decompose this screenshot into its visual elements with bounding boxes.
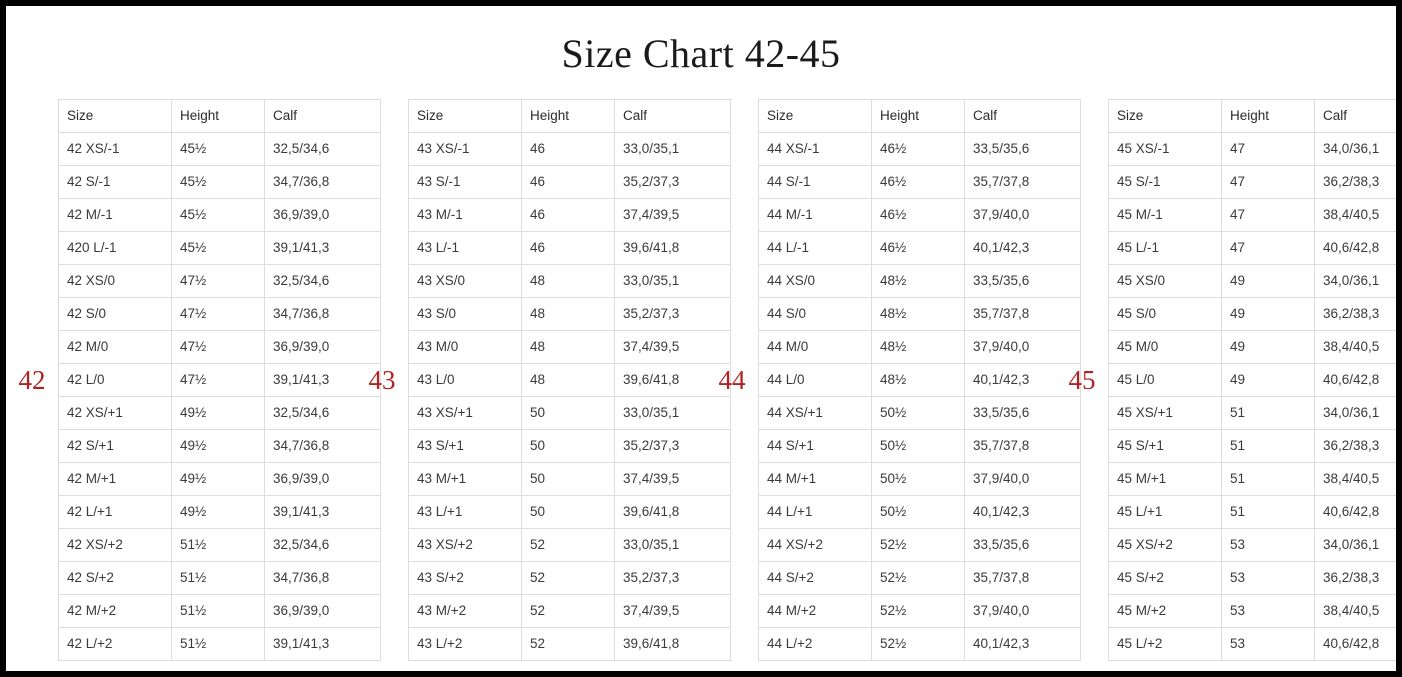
cell-height: 51½: [172, 628, 265, 661]
cell-size: 43 S/-1: [409, 166, 522, 199]
cell-size: 43 XS/-1: [409, 133, 522, 166]
size-group-marker: 43: [368, 364, 396, 395]
table-row: [59, 166, 381, 199]
cell-size: 44 XS/0: [759, 265, 872, 298]
cell-calf: 35,2/37,3: [615, 562, 731, 595]
cell-calf: 34,0/36,1: [1315, 397, 1402, 430]
cell-calf: 34,7/36,8: [265, 562, 381, 595]
cell-calf: 34,0/36,1: [1315, 133, 1402, 166]
cell-calf: 36,2/38,3: [1315, 298, 1402, 331]
cell-size: 44 XS/-1: [759, 133, 872, 166]
cell-size: 43 S/0: [409, 298, 522, 331]
table-row: [759, 331, 1081, 364]
cell-size: 43 XS/+2: [409, 529, 522, 562]
cell-height: 49: [1222, 331, 1315, 364]
cell-calf: 35,7/37,8: [965, 430, 1081, 463]
cell-height: 47½: [172, 331, 265, 364]
cell-height: 46: [522, 232, 615, 265]
cell-size: 42 L/0: [59, 364, 172, 397]
cell-height: 47: [1222, 166, 1315, 199]
cell-size: 44 S/+2: [759, 562, 872, 595]
table-row: [59, 496, 381, 529]
cell-calf: 34,7/36,8: [265, 166, 381, 199]
table-row: [409, 364, 731, 397]
cell-height: 46½: [872, 232, 965, 265]
table-row: [409, 595, 731, 628]
table-row: [759, 166, 1081, 199]
table-row: [59, 331, 381, 364]
table-row: [1109, 595, 1402, 628]
cell-size: 43 XS/+1: [409, 397, 522, 430]
table-row: [759, 232, 1081, 265]
cell-height: 50: [522, 397, 615, 430]
cell-height: 46½: [872, 133, 965, 166]
cell-calf: 35,7/37,8: [965, 166, 1081, 199]
cell-calf: 37,4/39,5: [615, 199, 731, 232]
table-row: [759, 133, 1081, 166]
table-row: [759, 265, 1081, 298]
cell-calf: 34,0/36,1: [1315, 265, 1402, 298]
cell-size: 45 XS/+2: [1109, 529, 1222, 562]
cell-height: 46: [522, 199, 615, 232]
cell-height: 47: [1222, 199, 1315, 232]
cell-height: 50: [522, 430, 615, 463]
cell-size: 45 XS/+1: [1109, 397, 1222, 430]
cell-calf: 35,7/37,8: [965, 298, 1081, 331]
table-row: [59, 628, 381, 661]
table-row: [759, 496, 1081, 529]
cell-height: 45½: [172, 232, 265, 265]
cell-size: 45 S/0: [1109, 298, 1222, 331]
cell-size: 42 M/0: [59, 331, 172, 364]
table-row: [409, 133, 731, 166]
table-row: [759, 364, 1081, 397]
cell-height: 53: [1222, 529, 1315, 562]
cell-size: 43 L/-1: [409, 232, 522, 265]
cell-calf: 36,9/39,0: [265, 331, 381, 364]
cell-size: 45 S/-1: [1109, 166, 1222, 199]
cell-size: 44 L/+2: [759, 628, 872, 661]
column-header-calf: Calf: [1315, 100, 1402, 133]
cell-height: 48½: [872, 364, 965, 397]
cell-size: 45 L/0: [1109, 364, 1222, 397]
size-table: [58, 99, 381, 661]
table-row: [1109, 562, 1402, 595]
table-row: [759, 298, 1081, 331]
cell-calf: 38,4/40,5: [1315, 463, 1402, 496]
cell-size: 42 L/+1: [59, 496, 172, 529]
cell-size: 45 M/+2: [1109, 595, 1222, 628]
column-header-size: Size: [759, 100, 872, 133]
cell-size: 45 L/+1: [1109, 496, 1222, 529]
table-row: [1109, 364, 1402, 397]
cell-size: 43 M/+1: [409, 463, 522, 496]
cell-height: 48: [522, 364, 615, 397]
table-row: [409, 562, 731, 595]
cell-height: 51½: [172, 529, 265, 562]
table-row: [409, 298, 731, 331]
cell-size: 44 M/0: [759, 331, 872, 364]
cell-height: 51: [1222, 496, 1315, 529]
cell-height: 52½: [872, 529, 965, 562]
cell-height: 48½: [872, 265, 965, 298]
size-tables-container: [6, 77, 1396, 661]
size-table: [1108, 99, 1402, 661]
cell-height: 46½: [872, 199, 965, 232]
table-header-row: [409, 100, 731, 133]
cell-calf: 36,9/39,0: [265, 463, 381, 496]
cell-calf: 37,4/39,5: [615, 331, 731, 364]
cell-height: 50½: [872, 430, 965, 463]
cell-size: 44 XS/+2: [759, 529, 872, 562]
cell-size: 45 M/+1: [1109, 463, 1222, 496]
table-row: [759, 397, 1081, 430]
cell-height: 50½: [872, 397, 965, 430]
cell-calf: 33,5/35,6: [965, 529, 1081, 562]
cell-calf: 36,2/38,3: [1315, 430, 1402, 463]
table-row: [1109, 298, 1402, 331]
cell-calf: 38,4/40,5: [1315, 199, 1402, 232]
cell-size: 45 S/+1: [1109, 430, 1222, 463]
cell-calf: 39,1/41,3: [265, 232, 381, 265]
cell-height: 53: [1222, 562, 1315, 595]
table-row: [1109, 529, 1402, 562]
cell-size: 44 S/0: [759, 298, 872, 331]
cell-height: 51½: [172, 595, 265, 628]
table-row: [1109, 232, 1402, 265]
cell-height: 52: [522, 628, 615, 661]
cell-size: 43 M/0: [409, 331, 522, 364]
table-row: [59, 397, 381, 430]
cell-height: 51½: [172, 562, 265, 595]
cell-height: 52½: [872, 562, 965, 595]
cell-size: 42 S/-1: [59, 166, 172, 199]
table-row: [1109, 397, 1402, 430]
cell-calf: 34,7/36,8: [265, 298, 381, 331]
cell-height: 49: [1222, 298, 1315, 331]
cell-size: 45 L/+2: [1109, 628, 1222, 661]
cell-calf: 39,6/41,8: [615, 628, 731, 661]
cell-calf: 34,0/36,1: [1315, 529, 1402, 562]
table-row: [409, 199, 731, 232]
cell-height: 45½: [172, 199, 265, 232]
cell-calf: 32,5/34,6: [265, 529, 381, 562]
cell-height: 50: [522, 463, 615, 496]
table-row: [759, 199, 1081, 232]
column-header-size: Size: [59, 100, 172, 133]
cell-calf: 39,6/41,8: [615, 496, 731, 529]
table-row: [409, 430, 731, 463]
cell-calf: 37,9/40,0: [965, 463, 1081, 496]
table-row: [1109, 166, 1402, 199]
cell-calf: 40,6/42,8: [1315, 496, 1402, 529]
cell-height: 48: [522, 265, 615, 298]
table-row: [759, 595, 1081, 628]
cell-size: 42 M/+2: [59, 595, 172, 628]
cell-size: 45 M/-1: [1109, 199, 1222, 232]
cell-height: 52: [522, 595, 615, 628]
cell-size: 44 M/-1: [759, 199, 872, 232]
cell-calf: 40,6/42,8: [1315, 628, 1402, 661]
table-row: [59, 430, 381, 463]
cell-calf: 36,9/39,0: [265, 595, 381, 628]
cell-height: 46: [522, 133, 615, 166]
cell-height: 47: [1222, 232, 1315, 265]
table-row: [1109, 199, 1402, 232]
cell-size: 44 S/+1: [759, 430, 872, 463]
table-header-row: [759, 100, 1081, 133]
cell-height: 50½: [872, 496, 965, 529]
cell-calf: 33,0/35,1: [615, 397, 731, 430]
table-row: [409, 496, 731, 529]
cell-calf: 32,5/34,6: [265, 397, 381, 430]
cell-height: 52½: [872, 628, 965, 661]
cell-calf: 32,5/34,6: [265, 133, 381, 166]
cell-calf: 39,1/41,3: [265, 364, 381, 397]
cell-calf: 37,4/39,5: [615, 595, 731, 628]
size-table: [758, 99, 1081, 661]
cell-calf: 35,2/37,3: [615, 166, 731, 199]
cell-calf: 35,2/37,3: [615, 430, 731, 463]
cell-height: 46½: [872, 166, 965, 199]
table-row: [59, 562, 381, 595]
cell-size: 43 L/+1: [409, 496, 522, 529]
cell-size: 44 L/0: [759, 364, 872, 397]
cell-size: 43 XS/0: [409, 265, 522, 298]
cell-size: 42 S/0: [59, 298, 172, 331]
cell-size: 44 S/-1: [759, 166, 872, 199]
cell-size: 42 L/+2: [59, 628, 172, 661]
table-row: [409, 265, 731, 298]
column-header-height: Height: [522, 100, 615, 133]
table-row: [1109, 133, 1402, 166]
cell-size: 42 S/+2: [59, 562, 172, 595]
size-table-block-44: [706, 99, 1056, 661]
cell-size: 43 M/+2: [409, 595, 522, 628]
table-row: [1109, 463, 1402, 496]
cell-height: 52: [522, 529, 615, 562]
cell-calf: 38,4/40,5: [1315, 595, 1402, 628]
cell-height: 49: [1222, 364, 1315, 397]
cell-calf: 38,4/40,5: [1315, 331, 1402, 364]
cell-size: 42 M/-1: [59, 199, 172, 232]
table-row: [59, 364, 381, 397]
cell-height: 47½: [172, 265, 265, 298]
cell-calf: 37,9/40,0: [965, 199, 1081, 232]
table-row: [59, 133, 381, 166]
cell-height: 48½: [872, 331, 965, 364]
table-row: [59, 265, 381, 298]
table-row: [409, 232, 731, 265]
cell-height: 52½: [872, 595, 965, 628]
size-table: [408, 99, 731, 661]
page-title: Size Chart 42-45: [561, 31, 841, 76]
cell-size: 43 S/+2: [409, 562, 522, 595]
cell-size: 43 M/-1: [409, 199, 522, 232]
cell-height: 49½: [172, 463, 265, 496]
cell-calf: 33,5/35,6: [965, 397, 1081, 430]
cell-height: 47½: [172, 298, 265, 331]
column-header-size: Size: [409, 100, 522, 133]
cell-height: 45½: [172, 133, 265, 166]
cell-size: 44 L/-1: [759, 232, 872, 265]
table-row: [1109, 331, 1402, 364]
cell-calf: 39,6/41,8: [615, 364, 731, 397]
cell-size: 43 L/0: [409, 364, 522, 397]
cell-height: 49: [1222, 265, 1315, 298]
size-table-block-42: [6, 99, 356, 661]
size-table-block-45: [1056, 99, 1402, 661]
cell-height: 53: [1222, 628, 1315, 661]
cell-calf: 40,1/42,3: [965, 364, 1081, 397]
cell-size: 45 XS/-1: [1109, 133, 1222, 166]
cell-calf: 40,1/42,3: [965, 628, 1081, 661]
cell-calf: 33,5/35,6: [965, 265, 1081, 298]
cell-size: 45 L/-1: [1109, 232, 1222, 265]
table-row: [759, 430, 1081, 463]
cell-size: 42 XS/-1: [59, 133, 172, 166]
cell-size: 420 L/-1: [59, 232, 172, 265]
cell-calf: 37,9/40,0: [965, 331, 1081, 364]
cell-calf: 35,7/37,8: [965, 562, 1081, 595]
size-table-block-43: [356, 99, 706, 661]
cell-size: 45 M/0: [1109, 331, 1222, 364]
table-row: [759, 463, 1081, 496]
cell-size: 44 XS/+1: [759, 397, 872, 430]
cell-calf: 36,2/38,3: [1315, 562, 1402, 595]
table-row: [59, 232, 381, 265]
size-group-marker: 42: [18, 364, 46, 395]
cell-height: 49½: [172, 430, 265, 463]
cell-calf: 39,6/41,8: [615, 232, 731, 265]
cell-calf: 40,6/42,8: [1315, 364, 1402, 397]
table-row: [59, 199, 381, 232]
table-row: [409, 166, 731, 199]
cell-size: 42 XS/+2: [59, 529, 172, 562]
table-row: [759, 562, 1081, 595]
column-header-size: Size: [1109, 100, 1222, 133]
cell-size: 44 M/+2: [759, 595, 872, 628]
cell-calf: 35,2/37,3: [615, 298, 731, 331]
cell-size: 43 S/+1: [409, 430, 522, 463]
cell-size: 44 M/+1: [759, 463, 872, 496]
column-header-calf: Calf: [615, 100, 731, 133]
column-header-height: Height: [172, 100, 265, 133]
size-group-marker: 44: [718, 364, 746, 395]
table-header-row: [59, 100, 381, 133]
cell-height: 52: [522, 562, 615, 595]
cell-calf: 33,5/35,6: [965, 133, 1081, 166]
cell-calf: 33,0/35,1: [615, 529, 731, 562]
table-header-row: [1109, 100, 1402, 133]
cell-size: 45 S/+2: [1109, 562, 1222, 595]
cell-height: 51: [1222, 397, 1315, 430]
cell-height: 50: [522, 496, 615, 529]
cell-height: 49½: [172, 397, 265, 430]
cell-calf: 40,1/42,3: [965, 496, 1081, 529]
table-row: [59, 529, 381, 562]
cell-height: 48: [522, 298, 615, 331]
table-row: [1109, 628, 1402, 661]
cell-calf: 36,9/39,0: [265, 199, 381, 232]
cell-height: 45½: [172, 166, 265, 199]
cell-calf: 37,9/40,0: [965, 595, 1081, 628]
cell-height: 53: [1222, 595, 1315, 628]
cell-height: 48: [522, 331, 615, 364]
cell-size: 45 XS/0: [1109, 265, 1222, 298]
cell-calf: 39,1/41,3: [265, 496, 381, 529]
table-row: [59, 595, 381, 628]
table-row: [409, 529, 731, 562]
cell-size: 44 L/+1: [759, 496, 872, 529]
column-header-height: Height: [872, 100, 965, 133]
cell-calf: 36,2/38,3: [1315, 166, 1402, 199]
table-row: [1109, 430, 1402, 463]
table-row: [759, 628, 1081, 661]
column-header-calf: Calf: [965, 100, 1081, 133]
table-row: [59, 463, 381, 496]
cell-calf: 33,0/35,1: [615, 133, 731, 166]
cell-calf: 34,7/36,8: [265, 430, 381, 463]
table-row: [1109, 496, 1402, 529]
cell-calf: 32,5/34,6: [265, 265, 381, 298]
table-row: [59, 298, 381, 331]
cell-size: 42 S/+1: [59, 430, 172, 463]
table-row: [409, 463, 731, 496]
cell-height: 51: [1222, 430, 1315, 463]
table-row: [1109, 265, 1402, 298]
size-group-marker: 45: [1068, 364, 1096, 395]
cell-calf: 40,6/42,8: [1315, 232, 1402, 265]
cell-height: 51: [1222, 463, 1315, 496]
column-header-height: Height: [1222, 100, 1315, 133]
cell-size: 42 M/+1: [59, 463, 172, 496]
table-row: [409, 331, 731, 364]
cell-size: 42 XS/+1: [59, 397, 172, 430]
cell-calf: 33,0/35,1: [615, 265, 731, 298]
cell-height: 47½: [172, 364, 265, 397]
cell-size: 42 XS/0: [59, 265, 172, 298]
cell-calf: 37,4/39,5: [615, 463, 731, 496]
cell-height: 46: [522, 166, 615, 199]
cell-height: 49½: [172, 496, 265, 529]
table-row: [759, 529, 1081, 562]
cell-calf: 40,1/42,3: [965, 232, 1081, 265]
cell-size: 43 L/+2: [409, 628, 522, 661]
cell-height: 50½: [872, 463, 965, 496]
table-row: [409, 628, 731, 661]
table-row: [409, 397, 731, 430]
cell-height: 47: [1222, 133, 1315, 166]
cell-height: 48½: [872, 298, 965, 331]
column-header-calf: Calf: [265, 100, 381, 133]
cell-calf: 39,1/41,3: [265, 628, 381, 661]
